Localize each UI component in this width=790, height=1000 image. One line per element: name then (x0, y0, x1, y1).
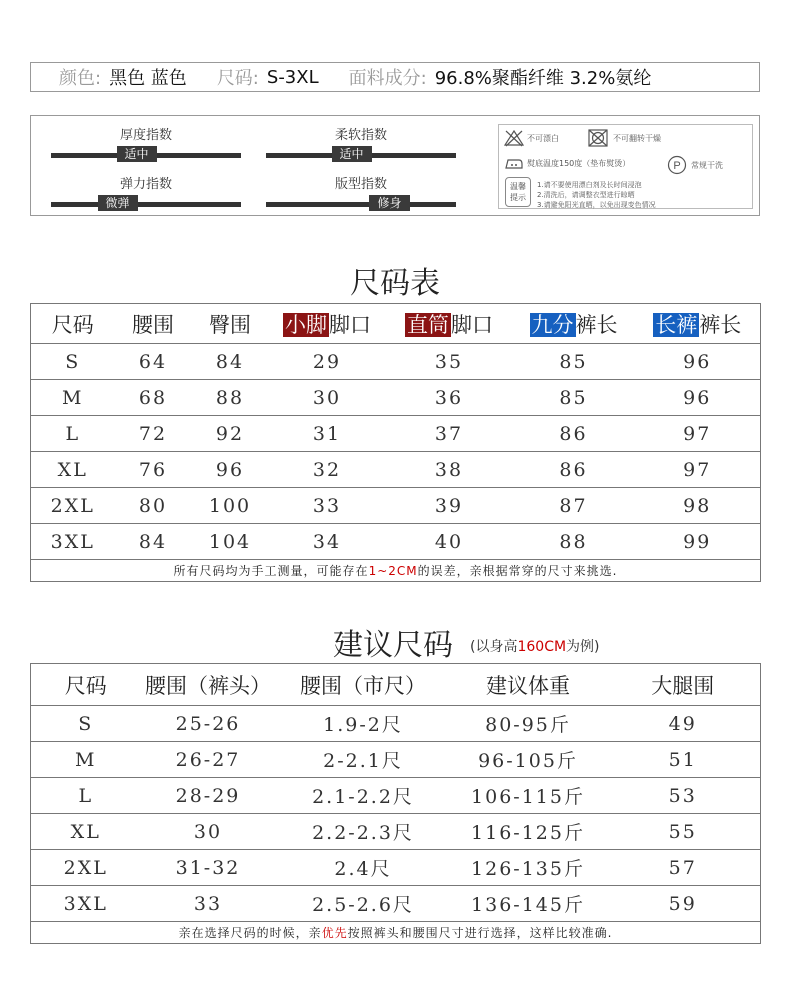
size-table (30, 303, 761, 582)
table-cell: 104 (192, 524, 269, 560)
straight-rest: 脚口 (451, 312, 493, 337)
header-waist: 腰围 (115, 304, 192, 344)
table-cell: 96 (635, 344, 761, 380)
recommended-table-header (31, 664, 761, 706)
size-value: S-3XL (266, 66, 319, 88)
nine-rest: 裤长 (575, 312, 618, 337)
care-tip: 2.清洗后，请调整衣型进行晾晒 (537, 191, 635, 199)
tips-badge (505, 177, 531, 207)
table-cell: 2.1-2.2尺 (276, 778, 451, 814)
subtitle-text: 为例) (566, 639, 600, 655)
header-straight-hem (386, 304, 513, 344)
table-cell: 88 (192, 380, 269, 416)
attributes-panel (30, 115, 760, 216)
table-cell: 59 (606, 886, 761, 922)
index-tag: 适中 (332, 146, 372, 162)
index-title: 柔软指数 (334, 128, 387, 143)
index-title: 厚度指数 (119, 128, 172, 143)
fabric-label: 面料成分: (348, 68, 427, 89)
softness-index (266, 124, 456, 161)
table-cell: 31 (269, 416, 386, 452)
small-leg-rest: 脚口 (329, 312, 371, 337)
table-cell: 96 (192, 452, 269, 488)
header-small-hem (269, 304, 386, 344)
index-title: 弹力指数 (119, 177, 172, 192)
table-cell: 30 (141, 814, 276, 850)
size-label: 尺码: (216, 68, 259, 89)
no-bleach-row (503, 129, 559, 147)
table-cell: 51 (606, 742, 761, 778)
note-text: 的误差，亲根据常穿的尺寸来挑选. (417, 564, 618, 578)
rec-header: 尺码 (31, 664, 141, 706)
size-table-title: 尺码表 (350, 266, 440, 301)
table-cell: 99 (635, 524, 761, 560)
iron-label: 熨底温度150度（垫布熨烫） (527, 158, 631, 168)
long-highlight: 长裤 (655, 312, 698, 337)
table-cell: 2XL (31, 488, 115, 524)
table-cell: 80 (115, 488, 192, 524)
header-long-length (635, 304, 761, 344)
table-row (31, 452, 761, 488)
table-cell: 97 (635, 416, 761, 452)
header-hip: 臀围 (192, 304, 269, 344)
table-cell: 49 (606, 706, 761, 742)
index-tag: 修身 (369, 195, 409, 211)
table-cell: 84 (115, 524, 192, 560)
table-row (31, 814, 761, 850)
table-row (31, 344, 761, 380)
rec-header: 腰围（市尺） (276, 664, 451, 706)
dry-clean-icon (667, 155, 687, 175)
index-tag: 微弹 (98, 195, 138, 211)
index-bar (51, 147, 241, 161)
iron-icon (503, 155, 525, 171)
note-text: 按照裤头和腰围尺寸进行选择，这样比较准确. (347, 926, 613, 940)
index-tag: 适中 (117, 146, 157, 162)
size-table-note (31, 560, 761, 582)
index-bar (266, 147, 456, 161)
table-cell: 92 (192, 416, 269, 452)
no-tumble-row (587, 129, 661, 147)
rec-header: 大腿围 (606, 664, 761, 706)
long-rest: 裤长 (699, 312, 742, 337)
dry-clean-label: 常规干洗 (691, 160, 723, 170)
subtitle-highlight: 160CM (517, 639, 567, 655)
table-cell: 53 (606, 778, 761, 814)
table-cell: 2-2.1尺 (276, 742, 451, 778)
table-cell: 84 (192, 344, 269, 380)
table-cell: 38 (386, 452, 513, 488)
table-cell: S (31, 344, 115, 380)
table-cell: 2XL (31, 850, 141, 886)
color-label: 颜色: (59, 68, 102, 89)
table-cell: 72 (115, 416, 192, 452)
no-bleach-icon (503, 129, 525, 147)
table-cell: 106-115斤 (451, 778, 606, 814)
recommended-table-note (31, 922, 761, 944)
table-row (31, 778, 761, 814)
care-instructions (498, 124, 753, 209)
table-cell: 35 (386, 344, 513, 380)
note-highlight: 1~2CM (368, 564, 418, 578)
table-cell: 31-32 (141, 850, 276, 886)
table-cell: 26-27 (141, 742, 276, 778)
table-cell: 39 (386, 488, 513, 524)
table-cell: M (31, 380, 115, 416)
table-cell: S (31, 706, 141, 742)
elasticity-index (51, 173, 241, 210)
table-cell: 28-29 (141, 778, 276, 814)
recommended-size-subtitle (470, 636, 600, 656)
table-cell: 55 (606, 814, 761, 850)
table-row (31, 416, 761, 452)
table-cell: 2.4尺 (276, 850, 451, 886)
table-cell: 98 (635, 488, 761, 524)
table-cell: 30 (269, 380, 386, 416)
small-leg-highlight: 小脚 (285, 312, 327, 337)
color-value: 黑色 蓝色 (109, 68, 187, 89)
table-cell: 80-95斤 (451, 706, 606, 742)
table-cell: 64 (115, 344, 192, 380)
table-cell: 33 (141, 886, 276, 922)
table-cell: L (31, 416, 115, 452)
table-cell: 116-125斤 (451, 814, 606, 850)
table-cell: 36 (386, 380, 513, 416)
table-row (31, 742, 761, 778)
table-cell: 29 (269, 344, 386, 380)
no-tumble-label: 不可翻转干燥 (613, 133, 661, 143)
note-text: 所有尺码均为手工测量，可能存在 (173, 564, 369, 578)
table-cell: 40 (386, 524, 513, 560)
header-size: 尺码 (31, 304, 115, 344)
recommended-size-table (30, 663, 761, 944)
note-text: 亲在选择尺码的时候，亲 (178, 926, 322, 940)
table-cell: 37 (386, 416, 513, 452)
note-highlight: 优先 (321, 926, 348, 940)
table-cell: 87 (513, 488, 635, 524)
iron-row (503, 155, 630, 171)
table-cell: 68 (115, 380, 192, 416)
nine-highlight: 九分 (531, 312, 574, 337)
table-cell: 2.2-2.3尺 (276, 814, 451, 850)
table-cell: 100 (192, 488, 269, 524)
fabric-value: 96.8%聚酯纤维 3.2%氨纶 (434, 68, 652, 89)
table-cell: 76 (115, 452, 192, 488)
table-cell: 33 (269, 488, 386, 524)
care-tips (537, 180, 656, 210)
table-row (31, 850, 761, 886)
table-row (31, 380, 761, 416)
care-tip: 1.请不要使用漂白剂及长时间浸泡 (537, 181, 642, 189)
table-row (31, 488, 761, 524)
table-row (31, 706, 761, 742)
table-cell: 126-135斤 (451, 850, 606, 886)
straight-highlight: 直筒 (407, 312, 449, 337)
table-cell: 86 (513, 416, 635, 452)
thickness-index (51, 124, 241, 161)
table-cell: 85 (513, 380, 635, 416)
table-cell: XL (31, 452, 115, 488)
table-cell: 57 (606, 850, 761, 886)
table-cell: L (31, 778, 141, 814)
no-bleach-label: 不可漂白 (527, 133, 559, 143)
header-nine-length (513, 304, 635, 344)
tips-badge-line2: 提示 (510, 193, 526, 202)
table-cell: 3XL (31, 524, 115, 560)
table-cell: M (31, 742, 141, 778)
table-cell: 32 (269, 452, 386, 488)
table-cell: 85 (513, 344, 635, 380)
table-cell: 88 (513, 524, 635, 560)
svg-text:P: P (673, 160, 681, 172)
table-cell: 86 (513, 452, 635, 488)
index-title: 版型指数 (334, 177, 387, 192)
table-row (31, 524, 761, 560)
care-tip: 3.请避免阳光直晒，以免出现变色情况 (537, 201, 656, 209)
table-cell: 25-26 (141, 706, 276, 742)
recommended-size-title: 建议尺码 (333, 628, 453, 663)
subtitle-text: (以身高 (470, 639, 518, 655)
size-table-header (31, 304, 761, 344)
rec-header: 腰围（裤头） (141, 664, 276, 706)
index-bar (266, 196, 456, 210)
table-cell: 96 (635, 380, 761, 416)
product-info-bar (30, 62, 760, 92)
rec-header: 建议体重 (451, 664, 606, 706)
table-cell: 3XL (31, 886, 141, 922)
dry-clean-row (667, 155, 723, 175)
table-cell: 34 (269, 524, 386, 560)
table-cell: 96-105斤 (451, 742, 606, 778)
table-cell: 136-145斤 (451, 886, 606, 922)
no-tumble-dry-icon (587, 129, 609, 147)
fit-index (266, 173, 456, 210)
table-cell: XL (31, 814, 141, 850)
index-bar (51, 196, 241, 210)
table-cell: 2.5-2.6尺 (276, 886, 451, 922)
table-cell: 97 (635, 452, 761, 488)
table-row (31, 886, 761, 922)
table-cell: 1.9-2尺 (276, 706, 451, 742)
tips-badge-line1: 温馨 (510, 182, 526, 191)
